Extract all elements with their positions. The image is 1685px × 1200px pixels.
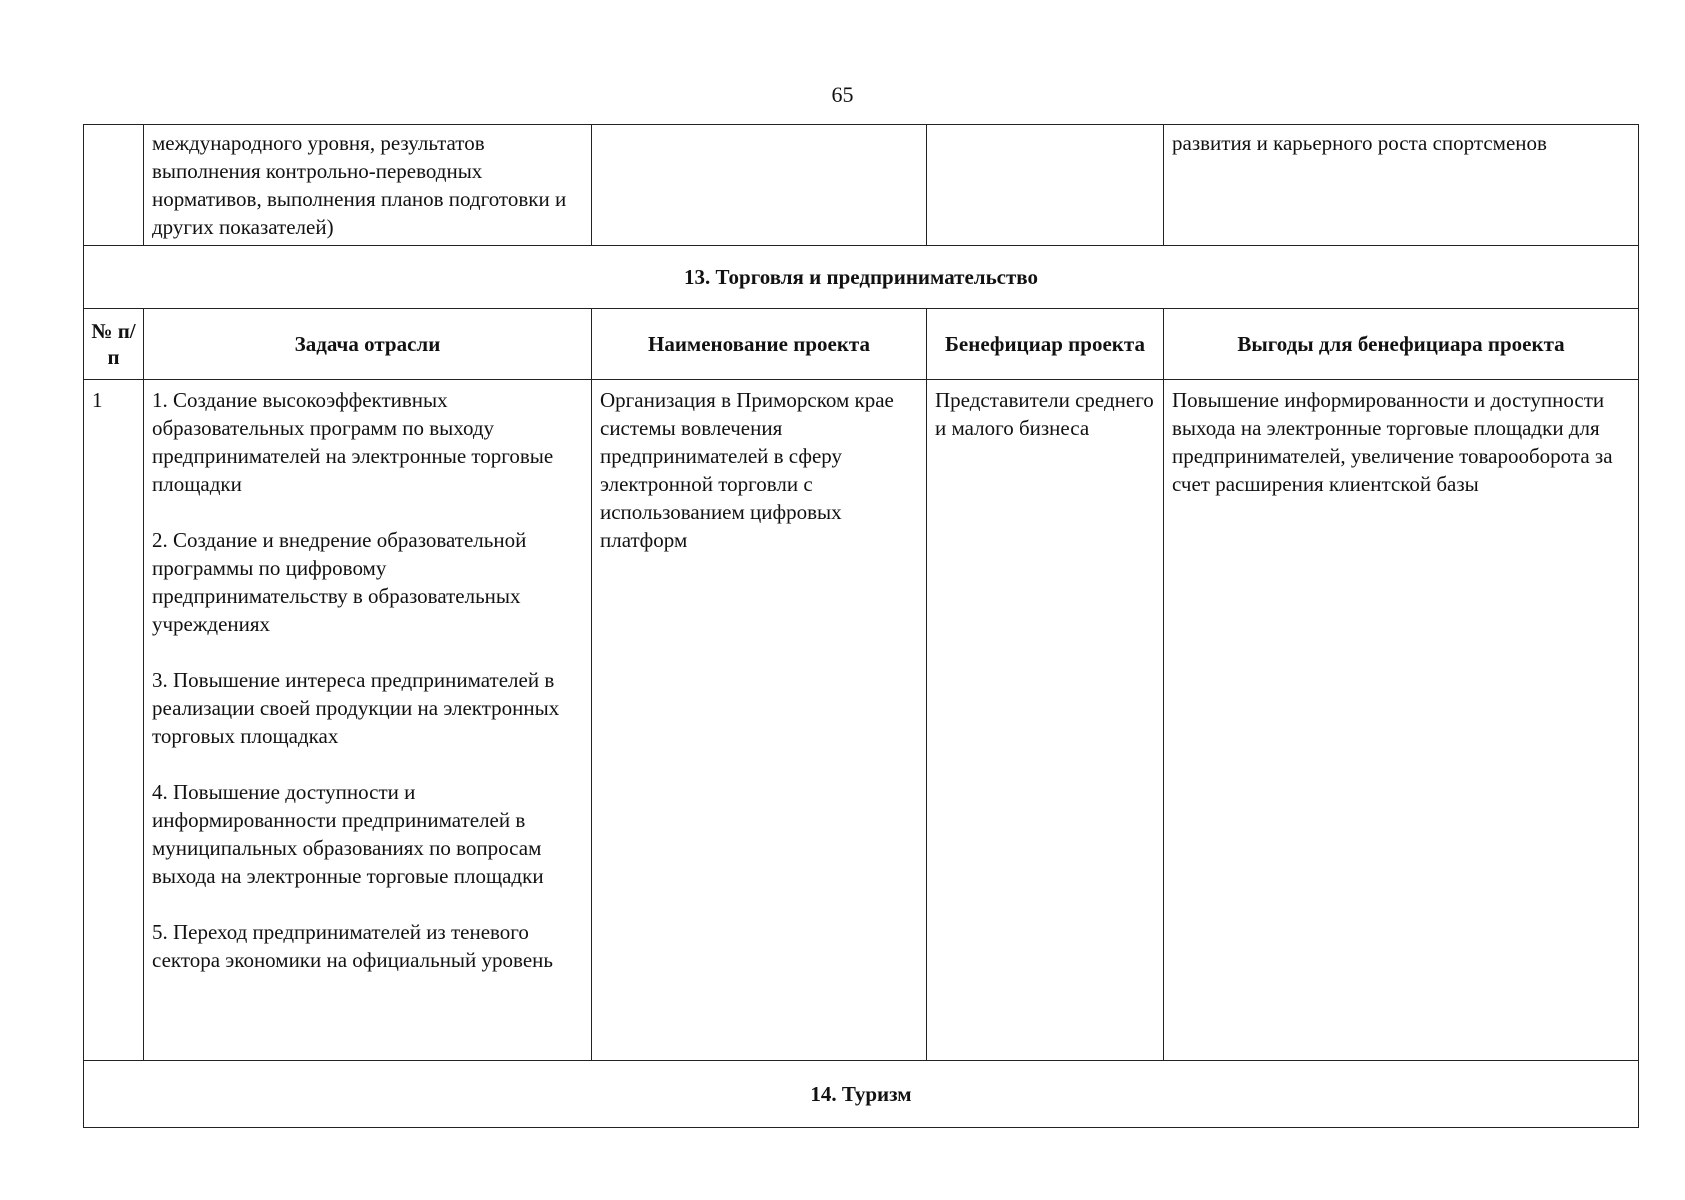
table-row — [84, 380, 1639, 1061]
task-item-3: 3. Повышение интереса предпринимателей в реализации своей продукции на электронных торговых площадках — [152, 668, 560, 748]
header-gain: Выгоды для бенефициара проекта — [1164, 309, 1639, 380]
cont-project-cell — [592, 125, 927, 246]
cont-task-cell: международного уровня, результатов выполнения контрольно-переводных нормативов, выполнения планов подготовки и других показателей) — [144, 125, 592, 246]
row-1-gain: Повышение информированности и доступности выхода на электронные торговые площадки для предпринимателей, увеличение товарооборота за счет расширения клиентской базы — [1164, 380, 1639, 1061]
section-14-title: 14. Туризм — [84, 1061, 1639, 1128]
section-13-row — [84, 246, 1639, 309]
page-number: 65 — [831, 82, 854, 107]
projects-table — [83, 124, 1639, 1128]
task-item-4: 4. Повышение доступности и информированности предпринимателей в муниципальных образованиях по вопросам выхода на электронные торговые площадки — [152, 780, 544, 888]
table-header-row — [84, 309, 1639, 380]
cont-gain-cell: развития и карьерного роста спортсменов — [1164, 125, 1639, 246]
cont-num-cell — [84, 125, 144, 246]
task-item-5: 5. Переход предпринимателей из теневого сектора экономики на официальный уровень — [152, 920, 553, 972]
continuation-row — [84, 125, 1639, 246]
row-1-project: Организация в Приморском крае системы вовлечения предпринимателей в сферу электронной торговли с использованием цифровых платформ — [592, 380, 927, 1061]
header-num — [84, 309, 144, 380]
task-item-1: 1. Создание высокоэффективных образовательных программ по выходу предпринимателей на электронные торговые площадки — [152, 388, 554, 496]
row-1-beneficiary: Представители среднего и малого бизнеса — [927, 380, 1164, 1061]
header-beneficiary: Бенефициар проекта — [927, 309, 1164, 380]
section-13-title: 13. Торговля и предпринимательство — [84, 246, 1639, 309]
task-item-2: 2. Создание и внедрение образовательной программы по цифровому предпринимательству в образовательных учреждениях — [152, 528, 527, 636]
header-num-label: № п/п — [91, 319, 136, 369]
row-1-tasks — [144, 380, 592, 1061]
row-1-num: 1 — [84, 380, 144, 1061]
header-project: Наименование проекта — [592, 309, 927, 380]
header-task: Задача отрасли — [144, 309, 592, 380]
section-14-row — [84, 1061, 1639, 1128]
cont-beneficiary-cell — [927, 125, 1164, 246]
